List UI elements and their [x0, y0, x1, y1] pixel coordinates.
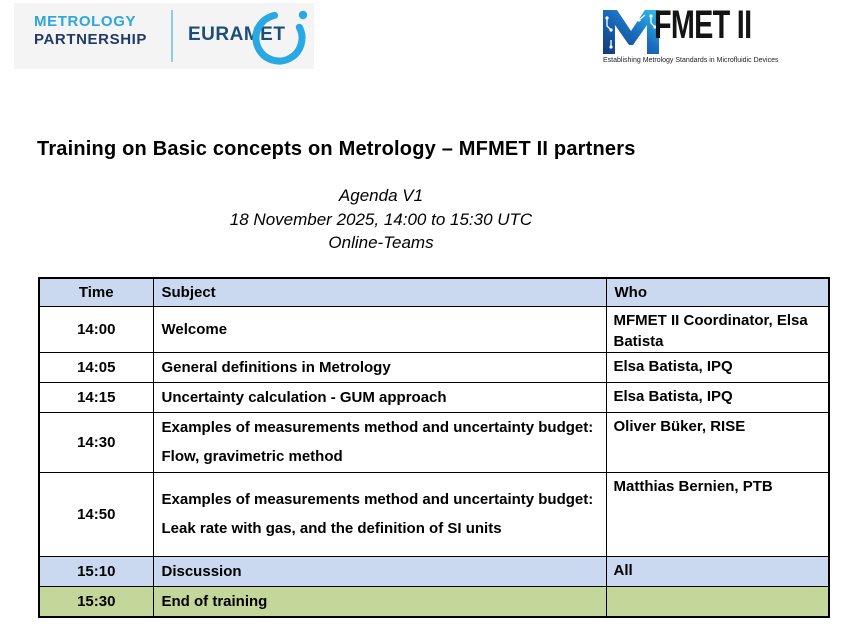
euramet-wordmark: EURAMET — [188, 24, 286, 45]
table-row — [39, 472, 829, 556]
metrology-wordmark: METROLOGY — [34, 13, 137, 30]
table-row — [39, 412, 829, 472]
time-cell: 14:00 — [39, 306, 153, 352]
time-cell: 14:15 — [39, 382, 153, 412]
mfmet-ii-logo — [598, 3, 779, 70]
column-header-time: Time — [39, 278, 153, 306]
table-header-row — [39, 278, 829, 306]
logo-divider — [171, 10, 173, 62]
table-row-discussion — [39, 556, 829, 586]
who-cell: Oliver Büker, RISE — [606, 412, 829, 472]
subtitle-location: Online-Teams — [328, 233, 434, 252]
column-header-who: Who — [606, 278, 829, 306]
who-cell: All — [606, 556, 829, 586]
time-cell: 14:50 — [39, 472, 153, 556]
subtitle-agenda-version: Agenda V1 — [338, 186, 424, 205]
mfmet-wordmark: FMET II — [654, 3, 752, 47]
time-cell: 15:30 — [39, 586, 153, 617]
subject-cell: Uncertainty calculation - GUM approach — [153, 382, 606, 412]
mfmet-m-icon — [602, 10, 660, 54]
table-row — [39, 352, 829, 382]
time-cell: 14:30 — [39, 412, 153, 472]
page-title: Training on Basic concepts on Metrology – MFMET II partners — [37, 138, 636, 160]
who-cell — [606, 586, 829, 617]
subject-cell: Examples of measurements method and uncertainty budget: Leak rate with gas, and the definition of SI units — [153, 472, 606, 556]
who-cell: Matthias Bernien, PTB — [606, 472, 829, 556]
subtitle-date: 18 November 2025, 14:00 to 15:30 UTC — [229, 209, 533, 229]
table-row — [39, 382, 829, 412]
subtitle-block — [37, 184, 725, 255]
table-row — [39, 306, 829, 352]
subject-cell: General definitions in Metrology — [153, 352, 606, 382]
time-cell: 15:10 — [39, 556, 153, 586]
subject-cell: Welcome — [153, 306, 606, 352]
who-cell: Elsa Batista, IPQ — [606, 382, 829, 412]
time-cell: 14:05 — [39, 352, 153, 382]
mfmet-tagline: Establishing Metrology Standards in Microfluidic Devices — [603, 57, 779, 64]
who-cell: MFMET II Coordinator, Elsa Batista — [606, 306, 829, 352]
subject-cell: Examples of measurements method and uncertainty budget: Flow, gravimetric method — [153, 412, 606, 472]
metrology-partnership-euramet-logo — [14, 3, 314, 69]
subject-cell: End of training — [153, 586, 606, 617]
subject-cell: Discussion — [153, 556, 606, 586]
partnership-wordmark: PARTNERSHIP — [34, 31, 147, 48]
agenda-table — [38, 277, 830, 618]
who-cell: Elsa Batista, IPQ — [606, 352, 829, 382]
table-row-end-of-training — [39, 586, 829, 617]
column-header-subject: Subject — [153, 278, 606, 306]
euramet-swoosh-icon — [248, 5, 312, 67]
